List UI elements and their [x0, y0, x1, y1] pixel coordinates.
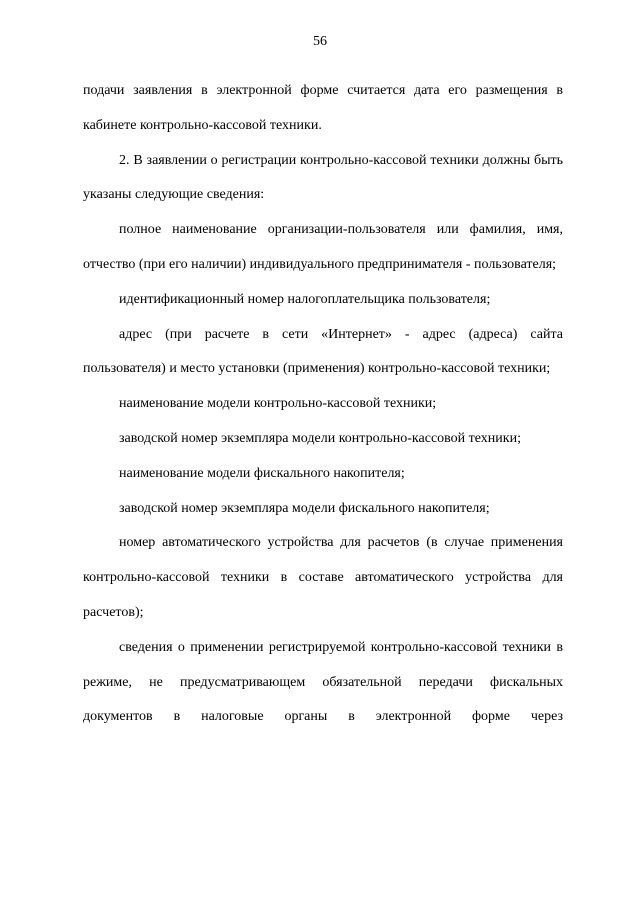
list-item: наименование модели фискального накопителя; — [119, 465, 405, 481]
paragraph: подачи заявления в электронной форме считается дата его размещения в кабинете контрольно-кассовой техники. — [83, 83, 563, 133]
list-item: идентификационный номер налогоплательщика пользователя; — [119, 291, 491, 307]
list-item: адрес (при расчете в сети «Интернет» - адрес (адреса) сайта пользователя) и место установки (применения) контрольно-кассовой техники; — [83, 326, 563, 377]
list-item: полное наименование организации-пользователя или фамилия, имя, отчество (при его наличии) индивидуального предпринимателя - пользователя; — [83, 222, 563, 272]
document-body — [83, 74, 563, 735]
list-item: номер автоматического устройства для расчетов (в случае применения контрольно-кассовой техники в составе автоматического устройства для расчетов); — [83, 535, 563, 620]
list-item: заводской номер экземпляра модели фискального накопителя; — [119, 500, 490, 516]
list-item: заводской номер экземпляра модели контрольно-кассовой техники; — [119, 430, 521, 446]
paragraph: 2. В заявлении о регистрации контрольно-кассовой техники должны быть указаны следующие сведения: — [83, 152, 563, 203]
page-number: 56 — [313, 34, 327, 49]
list-item: сведения о применении регистрируемой контрольно-кассовой техники в режиме, не предусматривающем обязательной передачи фискальных документов в налоговые органы в электронной форме через — [83, 639, 563, 725]
list-item: наименование модели контрольно-кассовой техники; — [119, 396, 437, 412]
